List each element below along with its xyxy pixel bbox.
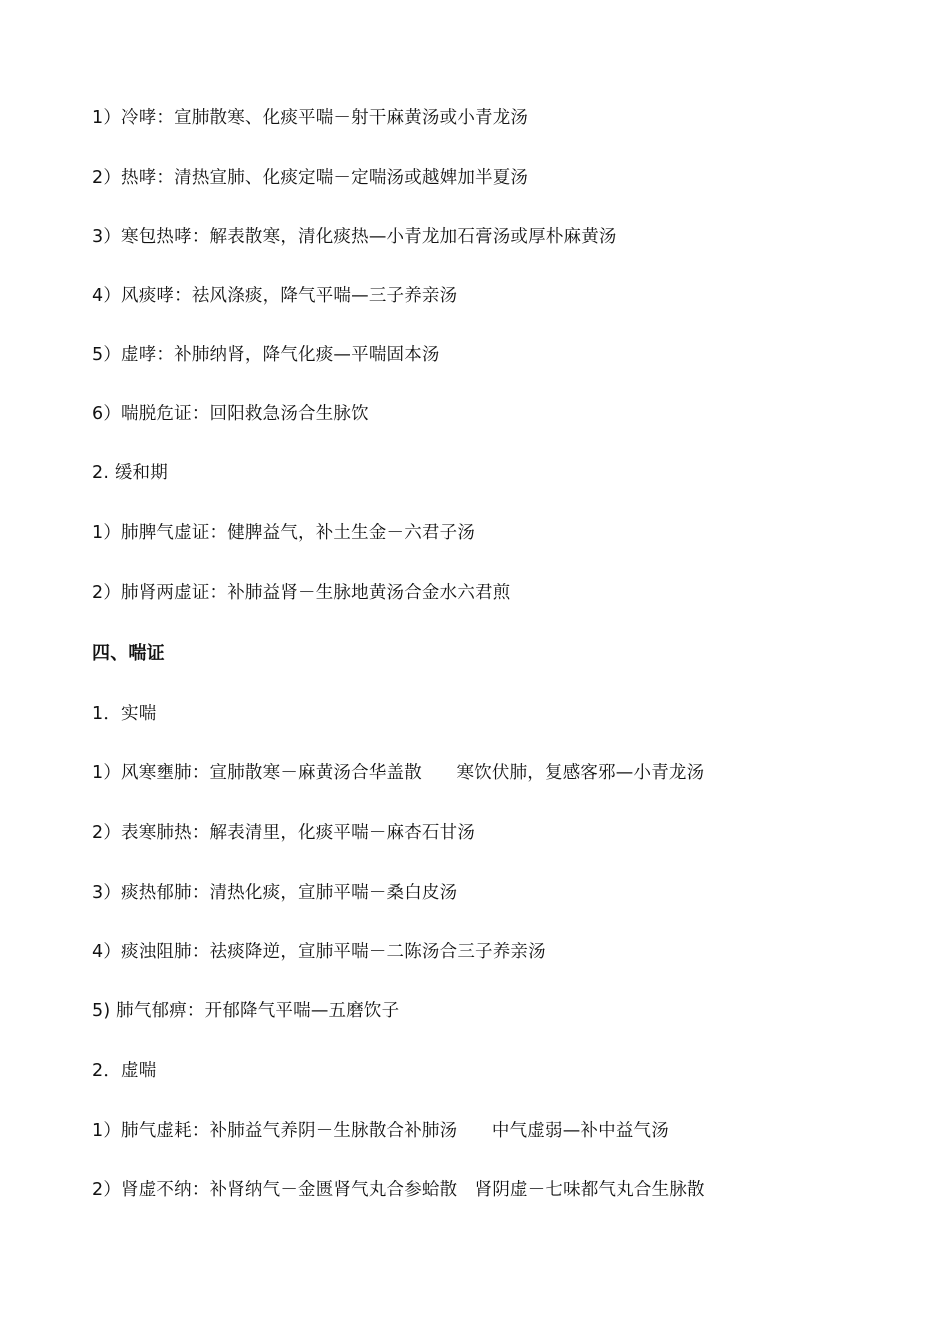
text-line-lung-kidney: 2）肺肾两虚证：补肺益肾－生脉地黄汤合金水六君煎 bbox=[92, 583, 511, 603]
text-line-phlegm-turbidity: 4）痰浊阻肺：祛痰降逆，宣肺平喘－二陈汤合三子养亲汤 bbox=[92, 942, 546, 962]
text-line-lung-qi-stagnation: 5) 肺气郁痹：开郁降气平喘—五磨饮子 bbox=[92, 1001, 400, 1021]
text-line-cold-heat-wheeze: 3）寒包热哮：解表散寒，清化痰热—小青龙加石膏汤或厚朴麻黄汤 bbox=[92, 227, 617, 247]
section-remission-period: 2. 缓和期 bbox=[92, 463, 168, 483]
section-heading-asthma: 四、喘证 bbox=[92, 643, 165, 664]
text-line-phlegm-heat: 3）痰热郁肺：清热化痰，宣肺平喘－桑白皮汤 bbox=[92, 883, 458, 903]
text-line-lung-qi-deficiency: 1）肺气虚耗：补肺益气养阴－生脉散合补肺汤 中气虚弱—补中益气汤 bbox=[92, 1121, 669, 1141]
text-line-cold-wheeze: 1）冷哮：宣肺散寒、化痰平喘－射干麻黄汤或小青龙汤 bbox=[92, 108, 529, 128]
subsection-excess-asthma: 1．实喘 bbox=[92, 704, 157, 724]
text-line-wind-cold: 1）风寒壅肺：宣肺散寒－麻黄汤合华盖散 寒饮伏肺，复感客邪—小青龙汤 bbox=[92, 763, 705, 783]
text-line-lung-spleen: 1）肺脾气虚证：健脾益气，补土生金－六君子汤 bbox=[92, 523, 476, 543]
text-line-wind-phlegm-wheeze: 4）风痰哮：祛风涤痰，降气平喘—三子养亲汤 bbox=[92, 286, 458, 306]
text-line-exterior-cold-lung-heat: 2）表寒肺热：解表清里，化痰平喘－麻杏石甘汤 bbox=[92, 823, 476, 843]
text-line-deficiency-wheeze: 5）虚哮：补肺纳肾，降气化痰—平喘固本汤 bbox=[92, 345, 440, 365]
text-line-collapse-syndrome: 6）喘脱危证：回阳救急汤合生脉饮 bbox=[92, 404, 369, 424]
text-line-heat-wheeze: 2）热哮：清热宣肺、化痰定喘－定喘汤或越婢加半夏汤 bbox=[92, 168, 529, 188]
text-line-kidney-deficiency: 2）肾虚不纳：补肾纳气－金匮肾气丸合参蛤散 肾阴虚－七味都气丸合生脉散 bbox=[92, 1180, 705, 1200]
subsection-deficiency-asthma: 2．虚喘 bbox=[92, 1061, 157, 1081]
